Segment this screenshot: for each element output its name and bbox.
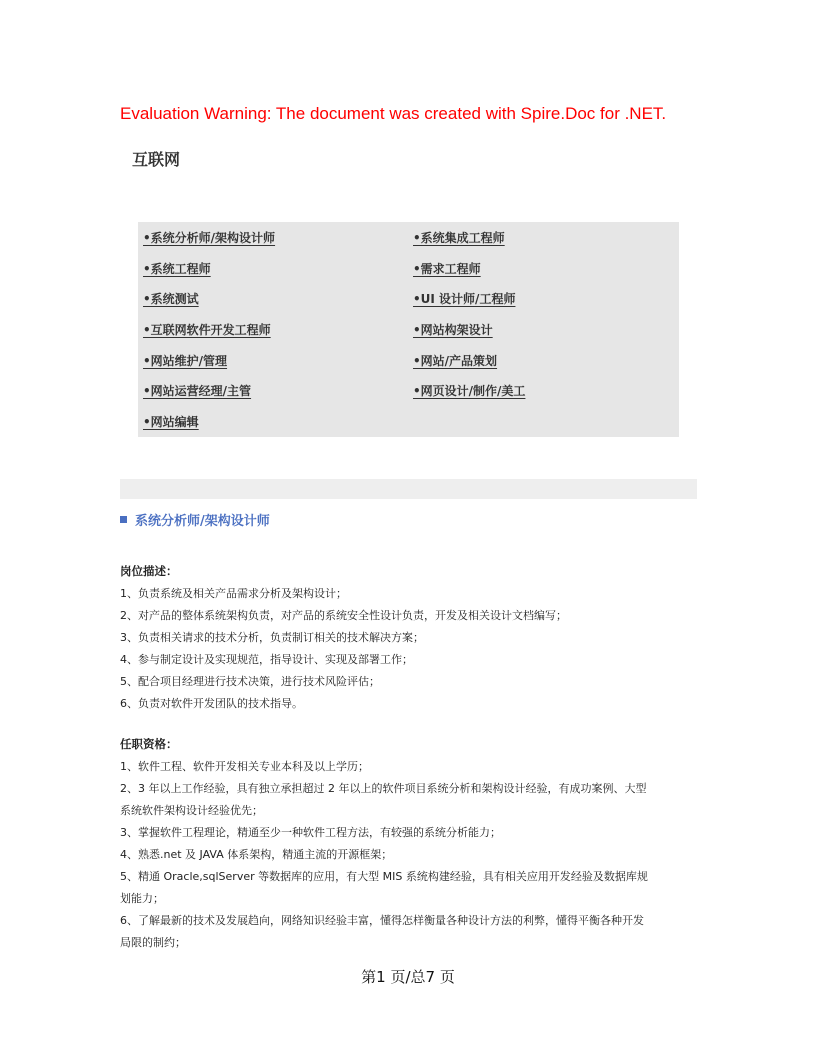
qualification-line: 5、精通 Oracle,sqlServer 等数据库的应用，有大型 MIS 系统构建经验，具有相关应用开发经验及数据库规 — [120, 870, 648, 883]
job-link-box — [138, 222, 679, 437]
qualification-line: 3、掌握软件工程理论，精通至少一种软件工程方法，有较强的系统分析能力； — [120, 826, 501, 839]
divider-bar — [120, 479, 697, 499]
qualification-line: 划能力； — [120, 892, 164, 905]
link-requirements-engineer[interactable]: •需求工程师 — [413, 262, 481, 276]
qualification-line: 6、了解最新的技术及发展趋向，网络知识经验丰富，懂得怎样衡量各种设计方法的利弊，懂得平衡各种开发 — [120, 914, 644, 927]
link-site-architecture[interactable]: •网站构架设计 — [413, 323, 493, 337]
sub-heading-text: 系统分析师/架构设计师 — [135, 514, 270, 529]
sub-heading — [120, 510, 270, 529]
qualification-line: 局限的制约； — [120, 936, 186, 949]
link-internet-developer[interactable]: •互联网软件开发工程师 — [143, 323, 271, 337]
job-description-line: 4、参与制定设计及实现规范，指导设计、实现及部署工作； — [120, 653, 413, 666]
qualification-line: 4、熟悉.net 及 JAVA 体系架构，精通主流的开源框架； — [120, 848, 393, 861]
qualification-line: 系统软件架构设计经验优先； — [120, 804, 263, 817]
qualification-line: 1、软件工程、软件开发相关专业本科及以上学历； — [120, 760, 369, 773]
section-title: 互联网 — [132, 150, 181, 169]
job-description-line: 2、对产品的整体系统架构负责，对产品的系统安全性设计负责，开发及相关设计文档编写； — [120, 609, 567, 622]
link-system-test[interactable]: •系统测试 — [143, 292, 199, 306]
link-system-integration[interactable]: •系统集成工程师 — [413, 231, 505, 245]
link-web-design[interactable]: •网页设计/制作/美工 — [413, 384, 526, 398]
job-description-line: 5、配合项目经理进行技术决策，进行技术风险评估； — [120, 675, 380, 688]
square-bullet-icon — [120, 516, 127, 523]
job-description-line: 1、负责系统及相关产品需求分析及架构设计； — [120, 587, 347, 600]
page-footer: 第1 页/总7 页 — [361, 968, 455, 986]
link-site-maintenance[interactable]: •网站维护/管理 — [143, 354, 228, 368]
job-description-line: 6、负责对软件开发团队的技术指导。 — [120, 697, 303, 710]
link-product-planning[interactable]: •网站/产品策划 — [413, 354, 498, 368]
link-system-engineer[interactable]: •系统工程师 — [143, 262, 211, 276]
link-site-editor[interactable]: •网站编辑 — [143, 415, 199, 429]
link-site-operations[interactable]: •网站运营经理/主管 — [143, 384, 252, 398]
link-system-analyst[interactable]: •系统分析师/架构设计师 — [143, 231, 276, 245]
job-description-line: 3、负责相关请求的技术分析，负责制订相关的技术解决方案； — [120, 631, 424, 644]
qualification-line: 2、3 年以上工作经验，具有独立承担超过 2 年以上的软件项目系统分析和架构设计经验，有成功案例、大型 — [120, 782, 647, 795]
link-ui-designer[interactable]: •UI 设计师/工程师 — [413, 292, 516, 306]
evaluation-warning: Evaluation Warning: The document was created with Spire.Doc for .NET. — [120, 104, 667, 123]
qualifications-heading: 任职资格： — [120, 737, 178, 751]
job-description-heading: 岗位描述： — [120, 564, 178, 578]
